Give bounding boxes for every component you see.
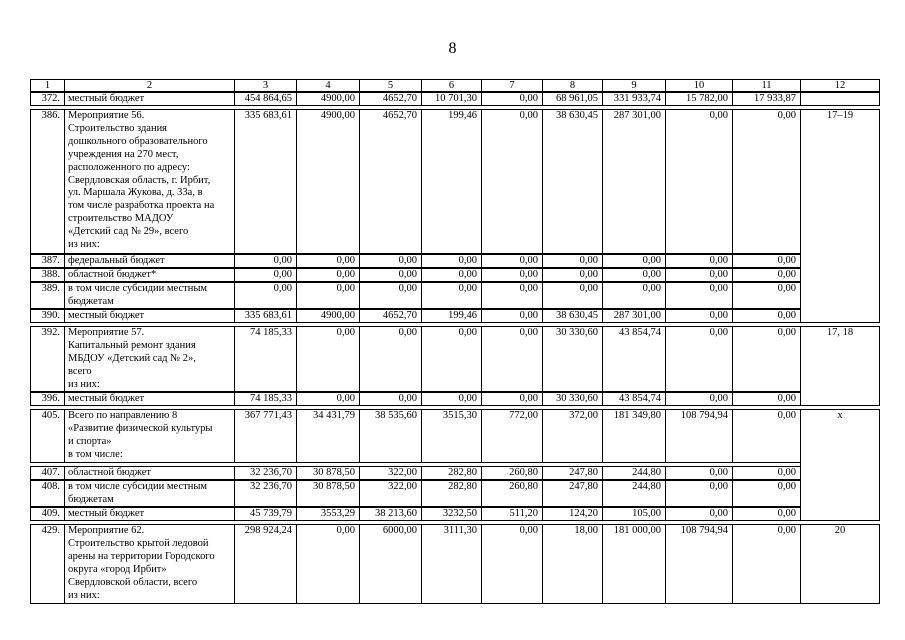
amount-cell: 0,00: [296, 282, 360, 309]
row-number: 396.: [30, 392, 65, 406]
table-row: [30, 524, 879, 604]
column-header: 5: [359, 79, 422, 92]
row-description: федеральный бюджет: [64, 254, 235, 268]
amount-cell: 335 683,61: [234, 309, 297, 323]
amount-cell: 0,00: [732, 507, 801, 521]
row-description: местный бюджет: [64, 507, 235, 521]
amount-cell: 454 864,65: [234, 92, 297, 106]
amount-cell: 181 349,80: [602, 409, 666, 463]
amount-cell: 772,00: [481, 409, 543, 463]
amount-cell: 0,00: [481, 309, 543, 323]
amount-cell: 38 630,45: [542, 109, 603, 254]
amount-cell: 0,00: [665, 109, 733, 254]
amount-cell: 0,00: [359, 392, 422, 406]
amount-cell: 108 794,94: [665, 524, 733, 604]
amount-cell: 30 878,50: [296, 466, 360, 480]
column-header: 3: [234, 79, 297, 92]
amount-cell: 32 236,70: [234, 480, 297, 507]
amount-cell: 372,00: [542, 409, 603, 463]
amount-cell: 4652,70: [359, 309, 422, 323]
amount-cell: 0,00: [421, 326, 482, 392]
amount-cell: 3553,29: [296, 507, 360, 521]
amount-cell: 322,00: [359, 480, 422, 507]
amount-cell: 3232,50: [421, 507, 482, 521]
amount-cell: 260,80: [481, 466, 543, 480]
note-cell: x: [800, 409, 880, 521]
row-number: 390.: [30, 309, 65, 323]
amount-cell: 0,00: [665, 309, 733, 323]
amount-cell: 0,00: [359, 268, 422, 282]
row-description: местный бюджет: [64, 92, 235, 106]
row-number: 405.: [30, 409, 65, 463]
amount-cell: 0,00: [359, 282, 422, 309]
row-description: Мероприятие 56. Строительство здания дошкольного образовательного учреждения на 270 мест, расположенного по адресу: Свердловская область, г. Ирбит, ул. Маршала Жукова, д. 33а, в том числе разработка проекта на строительство МАДОУ «Детский сад № 29», всего из них:: [64, 109, 235, 254]
amount-cell: 0,00: [732, 409, 801, 463]
amount-cell: 124,20: [542, 507, 603, 521]
amount-cell: 199,46: [421, 309, 482, 323]
amount-cell: 260,80: [481, 480, 543, 507]
amount-cell: 0,00: [296, 254, 360, 268]
amount-cell: 43 854,74: [602, 326, 666, 392]
table-row: [30, 254, 879, 268]
table-row: [30, 326, 879, 392]
amount-cell: 0,00: [665, 254, 733, 268]
table-row: [30, 409, 879, 463]
amount-cell: 0,00: [296, 326, 360, 392]
amount-cell: 247,80: [542, 466, 603, 480]
amount-cell: 0,00: [542, 254, 603, 268]
amount-cell: 108 794,94: [665, 409, 733, 463]
amount-cell: 74 185,33: [234, 392, 297, 406]
amount-cell: 0,00: [665, 507, 733, 521]
amount-cell: 0,00: [732, 524, 801, 604]
table-row: [30, 466, 879, 480]
amount-cell: 38 535,60: [359, 409, 422, 463]
amount-cell: 3111,30: [421, 524, 482, 604]
row-description: в том числе субсидии местным бюджетам: [64, 282, 235, 309]
table-row: [30, 109, 879, 254]
column-header: 7: [481, 79, 543, 92]
amount-cell: 0,00: [602, 254, 666, 268]
row-number: 388.: [30, 268, 65, 282]
amount-cell: 0,00: [732, 466, 801, 480]
amount-cell: 331 933,74: [602, 92, 666, 106]
amount-cell: 0,00: [481, 109, 543, 254]
amount-cell: 0,00: [732, 309, 801, 323]
row-number: 407.: [30, 466, 65, 480]
row-description: в том числе субсидии местным бюджетам: [64, 480, 235, 507]
amount-cell: 0,00: [732, 326, 801, 392]
page-number: 8: [448, 40, 457, 57]
amount-cell: 0,00: [481, 92, 543, 106]
column-header: 10: [665, 79, 733, 92]
amount-cell: 0,00: [421, 254, 482, 268]
amount-cell: 335 683,61: [234, 109, 297, 254]
amount-cell: 0,00: [234, 268, 297, 282]
amount-cell: 0,00: [665, 480, 733, 507]
amount-cell: 199,46: [421, 109, 482, 254]
table-row: [30, 392, 879, 406]
row-number: 429.: [30, 524, 65, 604]
amount-cell: 0,00: [665, 268, 733, 282]
row-description: местный бюджет: [64, 392, 235, 406]
amount-cell: 282,80: [421, 466, 482, 480]
amount-cell: 0,00: [234, 282, 297, 309]
table-row: [30, 268, 879, 282]
column-header: 11: [732, 79, 801, 92]
amount-cell: 244,80: [602, 480, 666, 507]
amount-cell: 34 431,79: [296, 409, 360, 463]
amount-cell: 0,00: [234, 254, 297, 268]
amount-cell: 0,00: [732, 109, 801, 254]
amount-cell: 287 301,00: [602, 109, 666, 254]
amount-cell: 30 330,60: [542, 392, 603, 406]
amount-cell: 4900,00: [296, 309, 360, 323]
row-description: местный бюджет: [64, 309, 235, 323]
amount-cell: 30 330,60: [542, 326, 603, 392]
column-header: 9: [602, 79, 666, 92]
amount-cell: 0,00: [732, 480, 801, 507]
note-cell: 17, 18: [800, 326, 880, 406]
amount-cell: 0,00: [481, 268, 543, 282]
amount-cell: 0,00: [542, 268, 603, 282]
table-row: [30, 309, 879, 323]
amount-cell: 18,00: [542, 524, 603, 604]
amount-cell: 4652,70: [359, 92, 422, 106]
amount-cell: 322,00: [359, 466, 422, 480]
amount-cell: 0,00: [359, 326, 422, 392]
amount-cell: 0,00: [481, 254, 543, 268]
amount-cell: 0,00: [665, 392, 733, 406]
amount-cell: 105,00: [602, 507, 666, 521]
row-number: 389.: [30, 282, 65, 309]
amount-cell: 0,00: [481, 392, 543, 406]
column-header: 8: [542, 79, 603, 92]
amount-cell: 0,00: [732, 282, 801, 309]
amount-cell: 0,00: [665, 282, 733, 309]
amount-cell: 0,00: [481, 524, 543, 604]
amount-cell: 0,00: [359, 254, 422, 268]
amount-cell: 6000,00: [359, 524, 422, 604]
amount-cell: 0,00: [481, 326, 543, 392]
amount-cell: 74 185,33: [234, 326, 297, 392]
amount-cell: 0,00: [421, 282, 482, 309]
column-header: 2: [64, 79, 235, 92]
row-description: Всего по направлению 8 «Развитие физической культуры и спорта» в том числе:: [64, 409, 235, 463]
amount-cell: 0,00: [421, 268, 482, 282]
amount-cell: 68 961,05: [542, 92, 603, 106]
amount-cell: 0,00: [296, 268, 360, 282]
amount-cell: 0,00: [732, 392, 801, 406]
amount-cell: 511,20: [481, 507, 543, 521]
amount-cell: 38 630,45: [542, 309, 603, 323]
table-header-row: [30, 79, 879, 92]
amount-cell: 0,00: [296, 392, 360, 406]
amount-cell: 282,80: [421, 480, 482, 507]
row-number: 387.: [30, 254, 65, 268]
amount-cell: 43 854,74: [602, 392, 666, 406]
amount-cell: 4900,00: [296, 92, 360, 106]
row-description: Мероприятие 57. Капитальный ремонт здания МБДОУ «Детский сад № 2», всего из них:: [64, 326, 235, 392]
amount-cell: 298 924,24: [234, 524, 297, 604]
amount-cell: 0,00: [542, 282, 603, 309]
row-number: 409.: [30, 507, 65, 521]
amount-cell: 367 771,43: [234, 409, 297, 463]
amount-cell: 38 213,60: [359, 507, 422, 521]
amount-cell: 287 301,00: [602, 309, 666, 323]
amount-cell: 45 739,79: [234, 507, 297, 521]
row-description: областной бюджет: [64, 466, 235, 480]
amount-cell: 0,00: [665, 466, 733, 480]
amount-cell: 0,00: [421, 392, 482, 406]
note-cell: 17–19: [800, 109, 880, 323]
note-cell: 20: [800, 524, 880, 604]
amount-cell: 32 236,70: [234, 466, 297, 480]
amount-cell: 0,00: [732, 268, 801, 282]
row-number: 386.: [30, 109, 65, 254]
amount-cell: 17 933,87: [732, 92, 801, 106]
row-description: Мероприятие 62. Строительство крытой ледовой арены на территории Городского округа «город Ирбит» Свердловской области, всего из них:: [64, 524, 235, 604]
amount-cell: 4900,00: [296, 109, 360, 254]
column-header: 12: [800, 79, 880, 92]
table-row: [30, 507, 879, 521]
amount-cell: 3515,30: [421, 409, 482, 463]
table-row: [30, 282, 879, 309]
amount-cell: 0,00: [602, 268, 666, 282]
amount-cell: 0,00: [481, 282, 543, 309]
column-header: 6: [421, 79, 482, 92]
table-row: [30, 480, 879, 507]
amount-cell: 0,00: [296, 524, 360, 604]
amount-cell: 30 878,50: [296, 480, 360, 507]
amount-cell: 181 000,00: [602, 524, 666, 604]
note-cell: [800, 92, 880, 106]
row-number: 408.: [30, 480, 65, 507]
column-header: 4: [296, 79, 360, 92]
amount-cell: 0,00: [732, 254, 801, 268]
amount-cell: 244,80: [602, 466, 666, 480]
amount-cell: 10 701,30: [421, 92, 482, 106]
amount-cell: 15 782,00: [665, 92, 733, 106]
budget-table: [30, 79, 879, 604]
amount-cell: 0,00: [602, 282, 666, 309]
row-description: областной бюджет*: [64, 268, 235, 282]
amount-cell: 4652,70: [359, 109, 422, 254]
amount-cell: 0,00: [665, 326, 733, 392]
row-number: 392.: [30, 326, 65, 392]
amount-cell: 247,80: [542, 480, 603, 507]
row-number: 372.: [30, 92, 65, 106]
column-header: 1: [30, 79, 65, 92]
table-row: [30, 92, 879, 106]
